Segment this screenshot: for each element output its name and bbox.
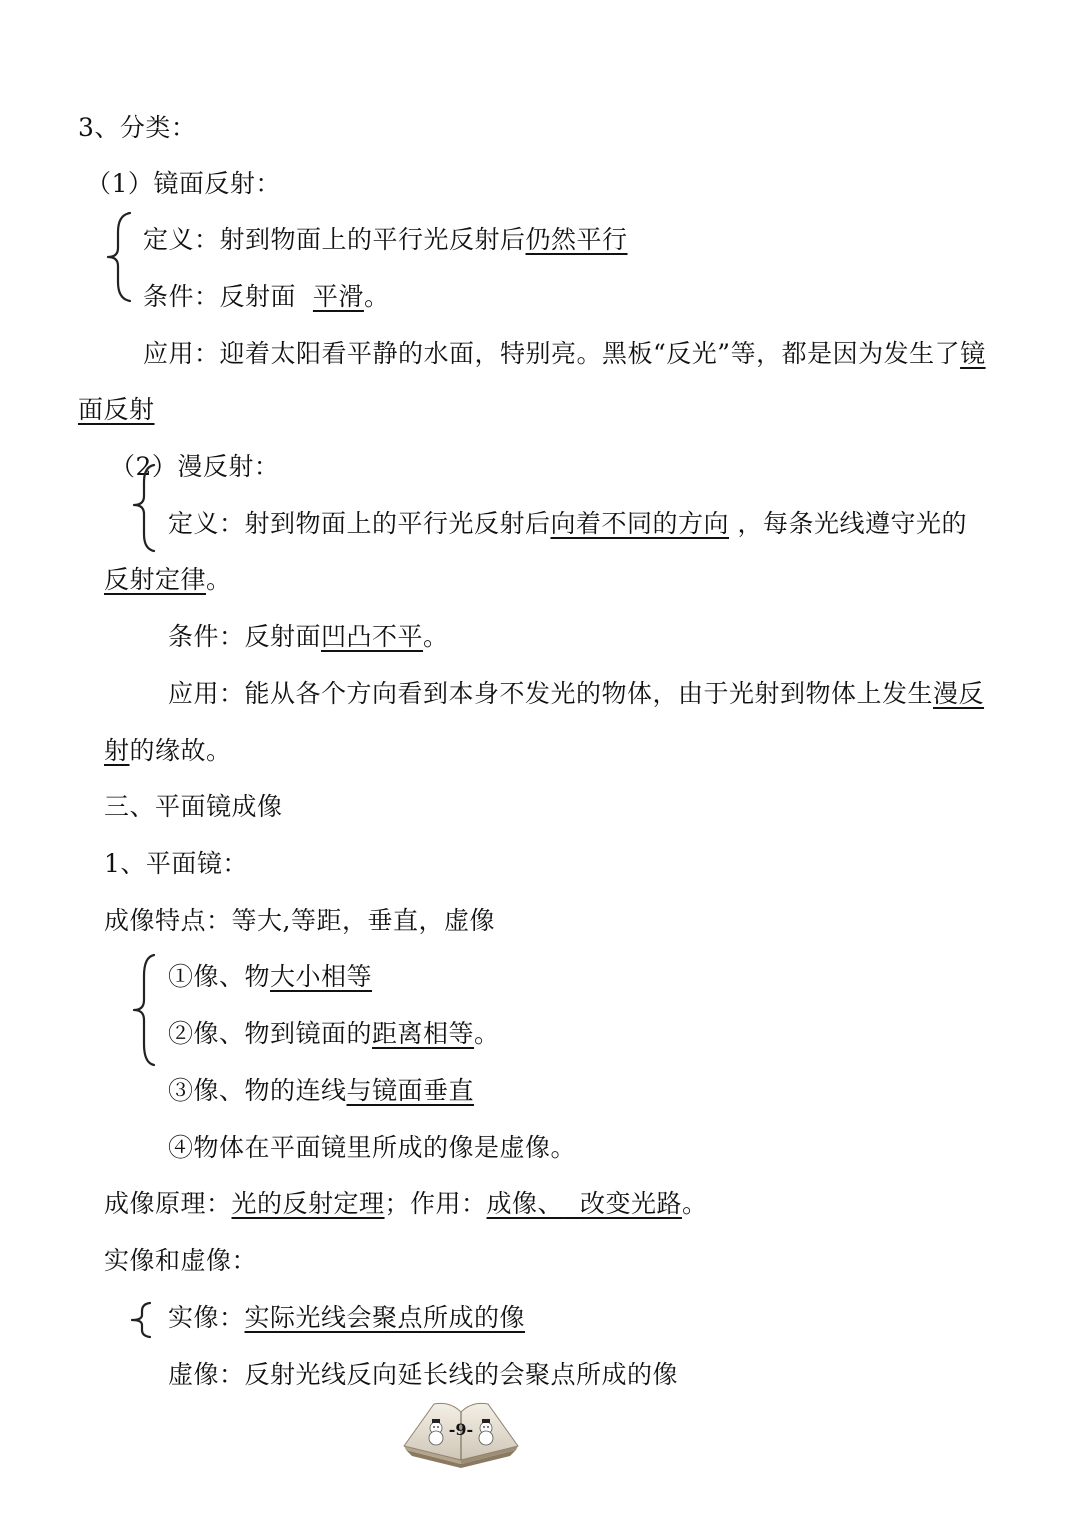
real-image-definition: 实像：实际光线会聚点所成的像 <box>168 1303 526 1332</box>
diffuse-definition: 定义：射到物面上的平行光反射后向着不同的方向 ，每条光线遵守光的 <box>168 509 967 538</box>
curly-brace <box>130 462 162 554</box>
section-heading: 3、分类： <box>78 113 197 142</box>
mirror-reflection-heading: （1）镜面反射： <box>86 169 281 198</box>
feature-item-4: ④物体在平面镜里所成的像是虚像。 <box>168 1133 577 1162</box>
blank-answer: 实际光线会聚点所成的像 <box>244 1303 526 1332</box>
blank-answer: 漫反 <box>933 679 985 708</box>
blank-answer: 成像、 改变光路 <box>486 1189 682 1218</box>
blank-answer: 平滑 <box>312 282 364 311</box>
diffuse-application: 应用：能从各个方向看到本身不发光的物体，由于光射到物体上发生漫反 <box>168 679 985 708</box>
feature-item-3: ③像、物的连线与镜面垂直 <box>168 1076 475 1105</box>
mirror-definition: 定义：射到物面上的平行光反射后仍然平行 <box>143 225 628 254</box>
feature-item-1: ①像、物大小相等 <box>168 962 373 991</box>
imaging-features: 成像特点：等大,等距，垂直，虚像 <box>104 906 495 935</box>
diffuse-reflection-heading: （2）漫反射： <box>110 452 280 481</box>
blank-answer: 镜 <box>960 339 986 368</box>
blank-answer: 向着不同的方向 <box>550 509 730 538</box>
page-number-book <box>400 1398 522 1468</box>
mirror-application: 应用：迎着太阳看平静的水面，特别亮。黑板“反光”等，都是因为发生了镜 <box>143 339 986 368</box>
chapter-title: 三、平面镜成像 <box>104 792 283 821</box>
blank-answer: 射 <box>104 736 130 765</box>
blank-answer: 仍然平行 <box>525 225 628 254</box>
diffuse-condition: 条件：反射面凹凸不平。 <box>168 622 449 651</box>
real-virtual-heading: 实像和虚像： <box>104 1246 258 1275</box>
blank-answer: 光的反射定理 <box>231 1189 385 1218</box>
mirror-condition: 条件：反射面 平滑。 <box>143 282 390 311</box>
curly-brace <box>130 952 162 1068</box>
curly-brace <box>128 1300 156 1340</box>
feature-item-2: ②像、物到镜面的距离相等。 <box>168 1019 500 1048</box>
blank-answer: 面反射 <box>78 395 155 424</box>
diffuse-definition-cont: 反射定律。 <box>104 565 232 594</box>
curly-brace <box>104 210 136 304</box>
diffuse-application-cont: 射的缘故。 <box>104 736 232 765</box>
blank-answer: 大小相等 <box>270 962 373 991</box>
sub-heading: 1、平面镜： <box>104 849 248 878</box>
blank-answer: 凹凸不平 <box>321 622 424 651</box>
imaging-principle: 成像原理：光的反射定理；作用：成像、 改变光路。 <box>104 1189 708 1218</box>
blank-answer: 距离相等 <box>372 1019 475 1048</box>
mirror-application-cont <box>78 394 155 426</box>
blank-answer: 与镜面垂直 <box>346 1076 475 1105</box>
blank-answer: 反射定律 <box>104 565 207 594</box>
virtual-image-definition: 虚像：反射光线反向延长线的会聚点所成的像 <box>168 1360 679 1389</box>
page-number: -9- <box>448 1420 474 1439</box>
